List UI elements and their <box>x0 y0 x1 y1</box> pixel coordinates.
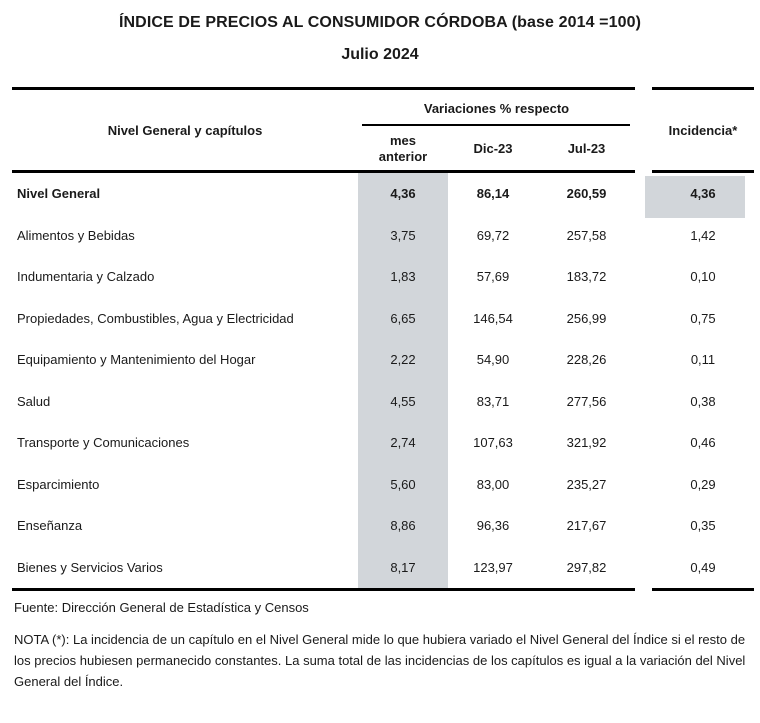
cell-mes-anterior: 2,22 <box>390 352 416 368</box>
cell-dic23: 57,69 <box>476 269 510 285</box>
cell-jul23: 260,59 <box>566 186 607 202</box>
cell-jul23: 297,82 <box>566 559 607 575</box>
column-gap <box>635 256 652 298</box>
table-row-nivel-general <box>12 173 754 215</box>
cell-mes-anterior: 1,83 <box>390 269 416 285</box>
column-gap <box>635 547 652 589</box>
cell-incidencia: 1,42 <box>690 227 716 243</box>
column-header-mes-anterior <box>358 127 448 170</box>
table-body <box>12 173 754 588</box>
cell-dic23: 146,54 <box>473 310 513 326</box>
cell-incidencia: 0,35 <box>690 518 716 534</box>
cell-incidencia: 0,29 <box>690 476 716 492</box>
cell-mes-anterior: 5,60 <box>390 476 416 492</box>
cell-dic23: 96,36 <box>476 518 510 534</box>
column-gap <box>635 505 652 547</box>
table-row <box>12 422 754 464</box>
cell-jul23: 228,26 <box>566 352 607 368</box>
cell-mes-anterior: 8,86 <box>390 518 416 534</box>
column-gap <box>635 339 652 381</box>
row-label: Enseñanza <box>17 518 83 534</box>
row-label: Esparcimiento <box>17 476 100 492</box>
column-gap <box>635 422 652 464</box>
table-row <box>12 547 754 589</box>
cell-dic23: 86,14 <box>476 186 510 202</box>
row-label: Propiedades, Combustibles, Agua y Electricidad <box>17 310 294 326</box>
row-label: Equipamiento y Mantenimiento del Hogar <box>17 352 256 368</box>
cell-dic23: 69,72 <box>476 227 510 243</box>
footnote: NOTA (*): La incidencia de un capítulo en el Nivel General mide lo que hubiera variado el Nivel General del Índice si el resto de los precios hubiesen permanecido constantes. La suma total de las incidencias de los capítulos es igual a la variación del Nivel General del Índice. <box>14 632 746 689</box>
column-gap <box>635 381 652 423</box>
table-border-bottom-main <box>12 588 635 591</box>
column-gap <box>635 215 652 257</box>
cell-jul23: 257,58 <box>566 227 607 243</box>
column-header-capitulos: Nivel General y capítulos <box>107 122 263 138</box>
column-gap <box>635 173 652 215</box>
header-border-bottom-main <box>12 170 635 173</box>
cell-incidencia: 0,11 <box>690 352 716 368</box>
cell-jul23: 321,92 <box>566 435 607 451</box>
cell-dic23: 123,97 <box>473 559 513 575</box>
cell-dic23: 54,90 <box>476 352 510 368</box>
cell-mes-anterior: 4,55 <box>390 393 416 409</box>
column-gap <box>635 464 652 506</box>
table-border-top-main <box>12 87 635 90</box>
cell-jul23: 277,56 <box>566 393 607 409</box>
cell-jul23: 217,67 <box>566 518 607 534</box>
page-title: ÍNDICE DE PRECIOS AL CONSUMIDOR CÓRDOBA (base 2014 =100) <box>118 14 641 31</box>
cell-dic23: 107,63 <box>473 435 513 451</box>
column-header-incidencia: Incidencia* <box>668 122 738 138</box>
column-group-header-variaciones: Variaciones % respecto <box>423 100 570 116</box>
table-row <box>12 298 754 340</box>
page-subtitle: Julio 2024 <box>341 46 419 63</box>
column-header-dic23: Dic-23 <box>473 141 513 156</box>
variaciones-underline <box>362 124 630 126</box>
cell-jul23: 235,27 <box>566 476 607 492</box>
cell-incidencia: 0,46 <box>690 435 716 451</box>
table-row <box>12 381 754 423</box>
cell-mes-anterior: 2,74 <box>390 435 416 451</box>
column-header-jul23: Jul-23 <box>567 141 606 156</box>
header-border-bottom-incidencia <box>652 170 754 173</box>
cell-dic23: 83,00 <box>476 476 510 492</box>
row-label: Salud <box>17 393 51 409</box>
table-border-bottom-incidencia <box>652 588 754 591</box>
cell-incidencia: 0,75 <box>690 310 716 326</box>
cell-incidencia: 4,36 <box>690 186 716 202</box>
cell-mes-anterior: 4,36 <box>390 186 416 202</box>
cell-mes-anterior: 8,17 <box>390 559 416 575</box>
table-row <box>12 505 754 547</box>
cell-mes-anterior: 6,65 <box>390 310 416 326</box>
column-header-mes-anterior-text: mes anterior <box>378 132 428 164</box>
source-line: Fuente: Dirección General de Estadística y Censos <box>14 600 309 615</box>
row-label: Bienes y Servicios Varios <box>17 559 163 575</box>
table-row <box>12 215 754 257</box>
table-row <box>12 256 754 298</box>
column-gap <box>635 298 652 340</box>
table-row <box>12 464 754 506</box>
row-label: Indumentaria y Calzado <box>17 269 155 285</box>
cell-jul23: 256,99 <box>566 310 607 326</box>
cell-incidencia: 0,10 <box>690 269 716 285</box>
row-label: Nivel General <box>17 186 101 202</box>
cell-jul23: 183,72 <box>566 269 607 285</box>
table-row <box>12 339 754 381</box>
cell-dic23: 83,71 <box>476 393 510 409</box>
row-label: Alimentos y Bebidas <box>17 227 135 243</box>
cell-incidencia: 0,38 <box>690 393 716 409</box>
row-label: Transporte y Comunicaciones <box>17 435 190 451</box>
cell-mes-anterior: 3,75 <box>390 227 416 243</box>
table-border-top-incidencia <box>652 87 754 90</box>
cell-incidencia: 0,49 <box>690 559 716 575</box>
